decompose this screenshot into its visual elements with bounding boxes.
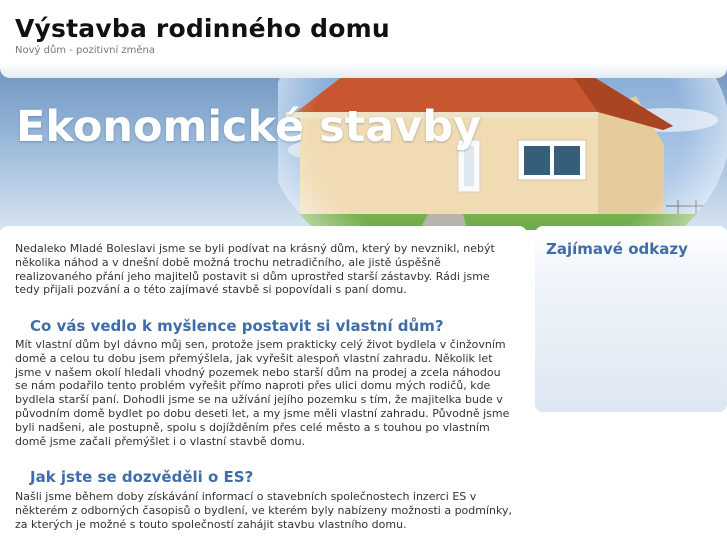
section-heading: Co vás vedlo k myšlence postavit si vlastní dům? (30, 317, 444, 335)
banner (0, 58, 727, 230)
site-subtitle: Nový dům - pozitivní změna (15, 45, 156, 56)
section-heading: Jak jste se dozvěděli o ES? (30, 468, 254, 486)
section-paragraph: Mít vlastní dům byl dávno můj sen, protože jsem prakticky celý život bydlela v činžovním domě a celou tu dobu jsem přemýšlela, jak vyřešit alespoň vlastní zahradu. Několik let jsme v našem okolí hledali vhodný pozemek nebo starší dům na prodej a zcela náhodou se nám podařilo tento problém vyřešit přímo naproti přes ulici domu mých rodičů, kde bydlela starší paní. Dohodli jsme se na užívání jejího pozemku s tím, že majitelka bude v původním domě bydlet po dobu deseti let, a my jsme měli vlastní zahradu. Původně jsme byli nadšeni, ale postupně, spolu s dojížděním přes celé město a s touhou po vlastním domě jsme začali přemýšlet i o vlastní stavbě domu. (15, 338, 510, 448)
sidebar-heading: Zajímavé odkazy (546, 240, 688, 258)
intro-paragraph: Nedaleko Mladé Boleslavi jsme se byli podívat na krásný dům, který by nevznikl, nebýt několika náhod a v dnešní době možná trochu netradičního, ale jistě úspěšně realizovaného přání jeho majitelů postavit si dům uprostřed starší zástavby. Rádi jsme tedy přijali pozvání a o této zajímavé stavbě si popovídali s paní domu. (15, 242, 495, 297)
banner-heading: Ekonomické stavby (16, 102, 482, 152)
section-paragraph: Našli jsme během doby získávání informací o stavebních společnostech inzerci ES v některém z odborných časopisů o bydlení, ve kterém byly nabízeny možnosti a podmínky, za kterých je možné s touto společností zahájit stavbu vlastního domu. (15, 490, 512, 531)
header (0, 0, 727, 78)
sidebar (535, 226, 727, 412)
main-content (0, 226, 527, 545)
site-title[interactable]: Výstavba rodinného domu (15, 14, 390, 43)
